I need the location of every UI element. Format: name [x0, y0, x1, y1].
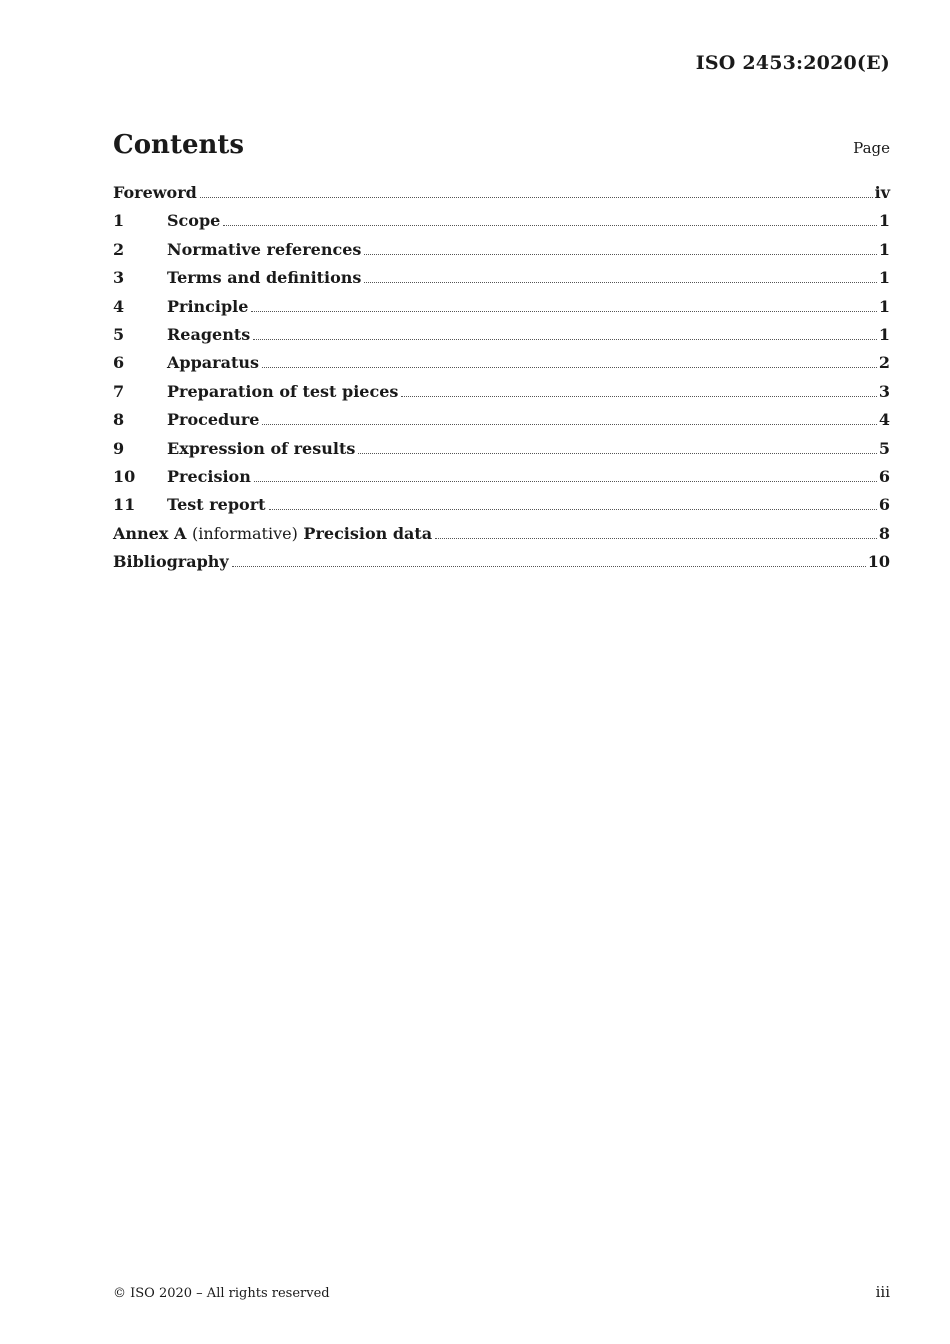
toc-entry-bibliography[interactable]: [113, 552, 890, 580]
toc-entry-title: [113, 524, 432, 543]
copyright-notice: © ISO 2020 – All rights reserved: [113, 1286, 330, 1301]
dot-leader: [223, 225, 877, 226]
toc-entry-apparatus[interactable]: [113, 353, 890, 381]
toc-entry-number: 11: [113, 495, 136, 515]
toc-entry-procedure[interactable]: [113, 410, 890, 438]
toc-entry-page: 10: [867, 552, 890, 572]
toc-entry-reagents[interactable]: [113, 325, 890, 353]
toc-entry-page: 8: [878, 523, 890, 543]
toc-entry-number: 7: [113, 381, 125, 401]
annex-prefix: Annex A: [113, 523, 187, 543]
toc-entry-number: 10: [113, 466, 136, 486]
dot-leader: [251, 311, 876, 312]
toc-entry-title: Expression of results: [167, 438, 356, 458]
page-number: iii: [875, 1283, 890, 1301]
toc-entry-number: 8: [113, 410, 125, 430]
toc-entry-page: 1: [878, 239, 890, 259]
toc-entry-title: Normative references: [167, 239, 362, 259]
toc-entry-number: 5: [113, 324, 125, 344]
dot-leader: [262, 424, 876, 425]
dot-leader: [254, 481, 877, 482]
toc-entry-number: 6: [113, 353, 125, 373]
toc-entry-precision[interactable]: [113, 467, 890, 495]
toc-entry-title: Reagents: [167, 324, 251, 344]
page-column-label: Page: [853, 139, 890, 157]
toc-entry-title: Foreword: [113, 183, 197, 202]
toc-entry-test-report[interactable]: [113, 495, 890, 523]
toc-entry-title: Apparatus: [167, 353, 259, 373]
toc-entry-page: iv: [874, 183, 890, 202]
toc-entry-terms-and-definitions[interactable]: [113, 268, 890, 296]
toc-entry-page: 4: [878, 410, 890, 430]
toc-entry-page: 1: [878, 268, 890, 288]
dot-leader: [200, 197, 873, 198]
toc-entry-page: 2: [878, 353, 890, 373]
toc-entry-principle[interactable]: [113, 297, 890, 325]
toc-entry-scope[interactable]: [113, 211, 890, 239]
toc-entry-expression-of-results[interactable]: [113, 439, 890, 467]
dot-leader: [364, 254, 876, 255]
dot-leader: [253, 339, 877, 340]
toc-entry-title: Principle: [167, 296, 249, 316]
dot-leader: [401, 396, 876, 397]
annex-qualifier: (informative): [191, 523, 298, 543]
toc-entry-title: Scope: [167, 211, 221, 231]
toc-entry-page: 5: [878, 438, 890, 458]
table-of-contents: [113, 183, 890, 580]
dot-leader: [364, 282, 876, 283]
toc-entry-foreword[interactable]: [113, 183, 890, 211]
dot-leader: [232, 566, 866, 567]
toc-entry-page: 1: [878, 211, 890, 231]
toc-entry-page: 6: [878, 466, 890, 486]
toc-entry-normative-references[interactable]: [113, 240, 890, 268]
toc-entry-title: Test report: [167, 495, 266, 515]
toc-entry-page: 1: [878, 296, 890, 316]
dot-leader: [262, 367, 877, 368]
document-id: ISO 2453:2020(E): [695, 52, 890, 74]
dot-leader: [435, 538, 877, 539]
toc-entry-number: 2: [113, 239, 125, 259]
toc-entry-title: Precision: [167, 466, 251, 486]
toc-entry-title: Terms and definitions: [167, 268, 362, 288]
toc-entry-title: Preparation of test pieces: [167, 381, 399, 401]
toc-entry-page: 6: [878, 495, 890, 515]
toc-entry-number: 3: [113, 268, 125, 288]
contents-header: [113, 130, 890, 160]
toc-entry-title: Procedure: [167, 410, 260, 430]
toc-entry-page: 1: [878, 324, 890, 344]
toc-entry-number: 9: [113, 438, 125, 458]
annex-title: Precision data: [303, 523, 433, 543]
toc-entry-page: 3: [878, 381, 890, 401]
contents-title: Contents: [113, 130, 245, 160]
page-footer: [113, 1283, 890, 1301]
toc-entry-number: 1: [113, 211, 125, 231]
toc-entry-preparation-of-test-pieces[interactable]: [113, 382, 890, 410]
dot-leader: [358, 453, 877, 454]
toc-entry-title: Bibliography: [113, 552, 229, 572]
toc-entry-number: 4: [113, 296, 125, 316]
toc-entry-annex-a[interactable]: [113, 524, 890, 552]
dot-leader: [269, 509, 877, 510]
